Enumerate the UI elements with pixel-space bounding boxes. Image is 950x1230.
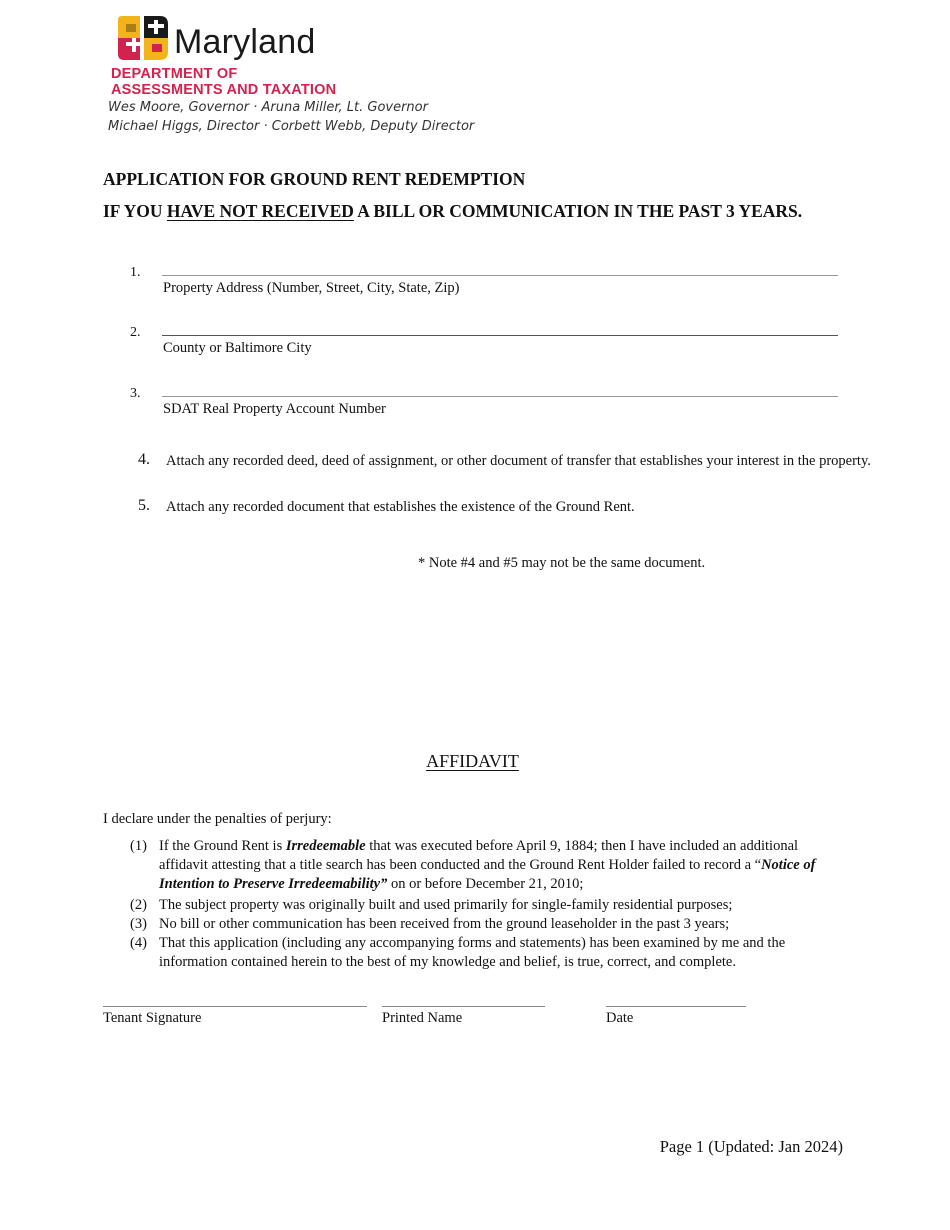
property-address-field[interactable] [162, 275, 838, 276]
affidavit-item-number: (2) [130, 897, 147, 913]
subtitle-emphasis: HAVE NOT RECEIVED [166, 201, 354, 221]
item1-irredeemable-term: Irredeemable [285, 838, 366, 854]
affidavit-item-single-family: The subject property was originally built and used primarily for single-family residential purposes; [159, 897, 733, 913]
affidavit-item-no-bill: No bill or other communication has been received from the ground leaseholder in the past 3 years; [159, 916, 730, 932]
item1-text-e: on or before December 21, 2010; [387, 876, 584, 892]
affidavit-item-certification: That this application (including any accompanying forms and statements) has been examined by me and the information contained herein to the best of my knowledge and belief, is true, correct, and complete. [159, 935, 786, 970]
attachment-note: * Note #4 and #5 may not be the same document. [418, 555, 706, 571]
maryland-flag-logo [112, 16, 172, 60]
affidavit-item-number: (4) [130, 935, 147, 951]
subtitle-suffix: A BILL OR COMMUNICATION IN THE PAST 3 YEARS. [353, 201, 803, 221]
item1-text-c: that was executed before April 9, 1884; then I have included an additional affidavit attesting that a title search has been conducted and the Ground Rent Holder failed to record a “ [159, 838, 799, 873]
county-label: County or Baltimore City [163, 340, 312, 356]
affidavit-item-number: (1) [130, 838, 147, 854]
affidavit-item-irredeemable [159, 837, 819, 894]
department-name-line1: DEPARTMENT OF [111, 66, 238, 82]
affidavit-title: AFFIDAVIT [426, 751, 519, 771]
item1-notice-term: Notice of Intention to Preserve Irredeemability” [159, 857, 816, 892]
attachment-number-5: 5. [138, 497, 150, 514]
attachment-deed-instruction: Attach any recorded deed, deed of assignment, or other document of transfer that establishes your interest in the property. [166, 453, 871, 469]
tenant-signature-field[interactable] [103, 1006, 367, 1007]
field-number-2: 2. [130, 325, 141, 340]
printed-name-label: Printed Name [382, 1010, 463, 1026]
date-label: Date [606, 1010, 634, 1026]
officials-director: Michael Higgs, Director · Corbett Webb, Deputy Director [108, 119, 475, 134]
attachment-ground-rent-instruction: Attach any recorded document that establishes the existence of the Ground Rent. [166, 499, 635, 515]
field-number-3: 3. [130, 386, 141, 401]
form-title: APPLICATION FOR GROUND RENT REDEMPTION [103, 169, 526, 189]
field-number-1: 1. [130, 265, 141, 280]
page-footer: Page 1 (Updated: Jan 2024) [659, 1137, 843, 1156]
property-address-label: Property Address (Number, Street, City, State, Zip) [163, 280, 460, 296]
account-number-field[interactable] [162, 396, 838, 397]
officials-governor: Wes Moore, Governor · Aruna Miller, Lt. Governor [108, 100, 428, 115]
subtitle-prefix: IF YOU [103, 201, 167, 221]
affidavit-item-number: (3) [130, 916, 147, 932]
printed-name-field[interactable] [382, 1006, 545, 1007]
department-name-line2: ASSESSMENTS AND TAXATION [111, 82, 337, 98]
attachment-number-4: 4. [138, 451, 150, 468]
form-subtitle [103, 200, 802, 222]
logo-wordmark: Maryland [174, 23, 316, 61]
item1-text-a: If the Ground Rent is [159, 838, 286, 854]
county-field[interactable] [162, 335, 838, 336]
affidavit-intro: I declare under the penalties of perjury: [103, 811, 332, 827]
date-field[interactable] [606, 1006, 746, 1007]
tenant-signature-label: Tenant Signature [103, 1010, 202, 1026]
account-number-label: SDAT Real Property Account Number [163, 401, 386, 417]
